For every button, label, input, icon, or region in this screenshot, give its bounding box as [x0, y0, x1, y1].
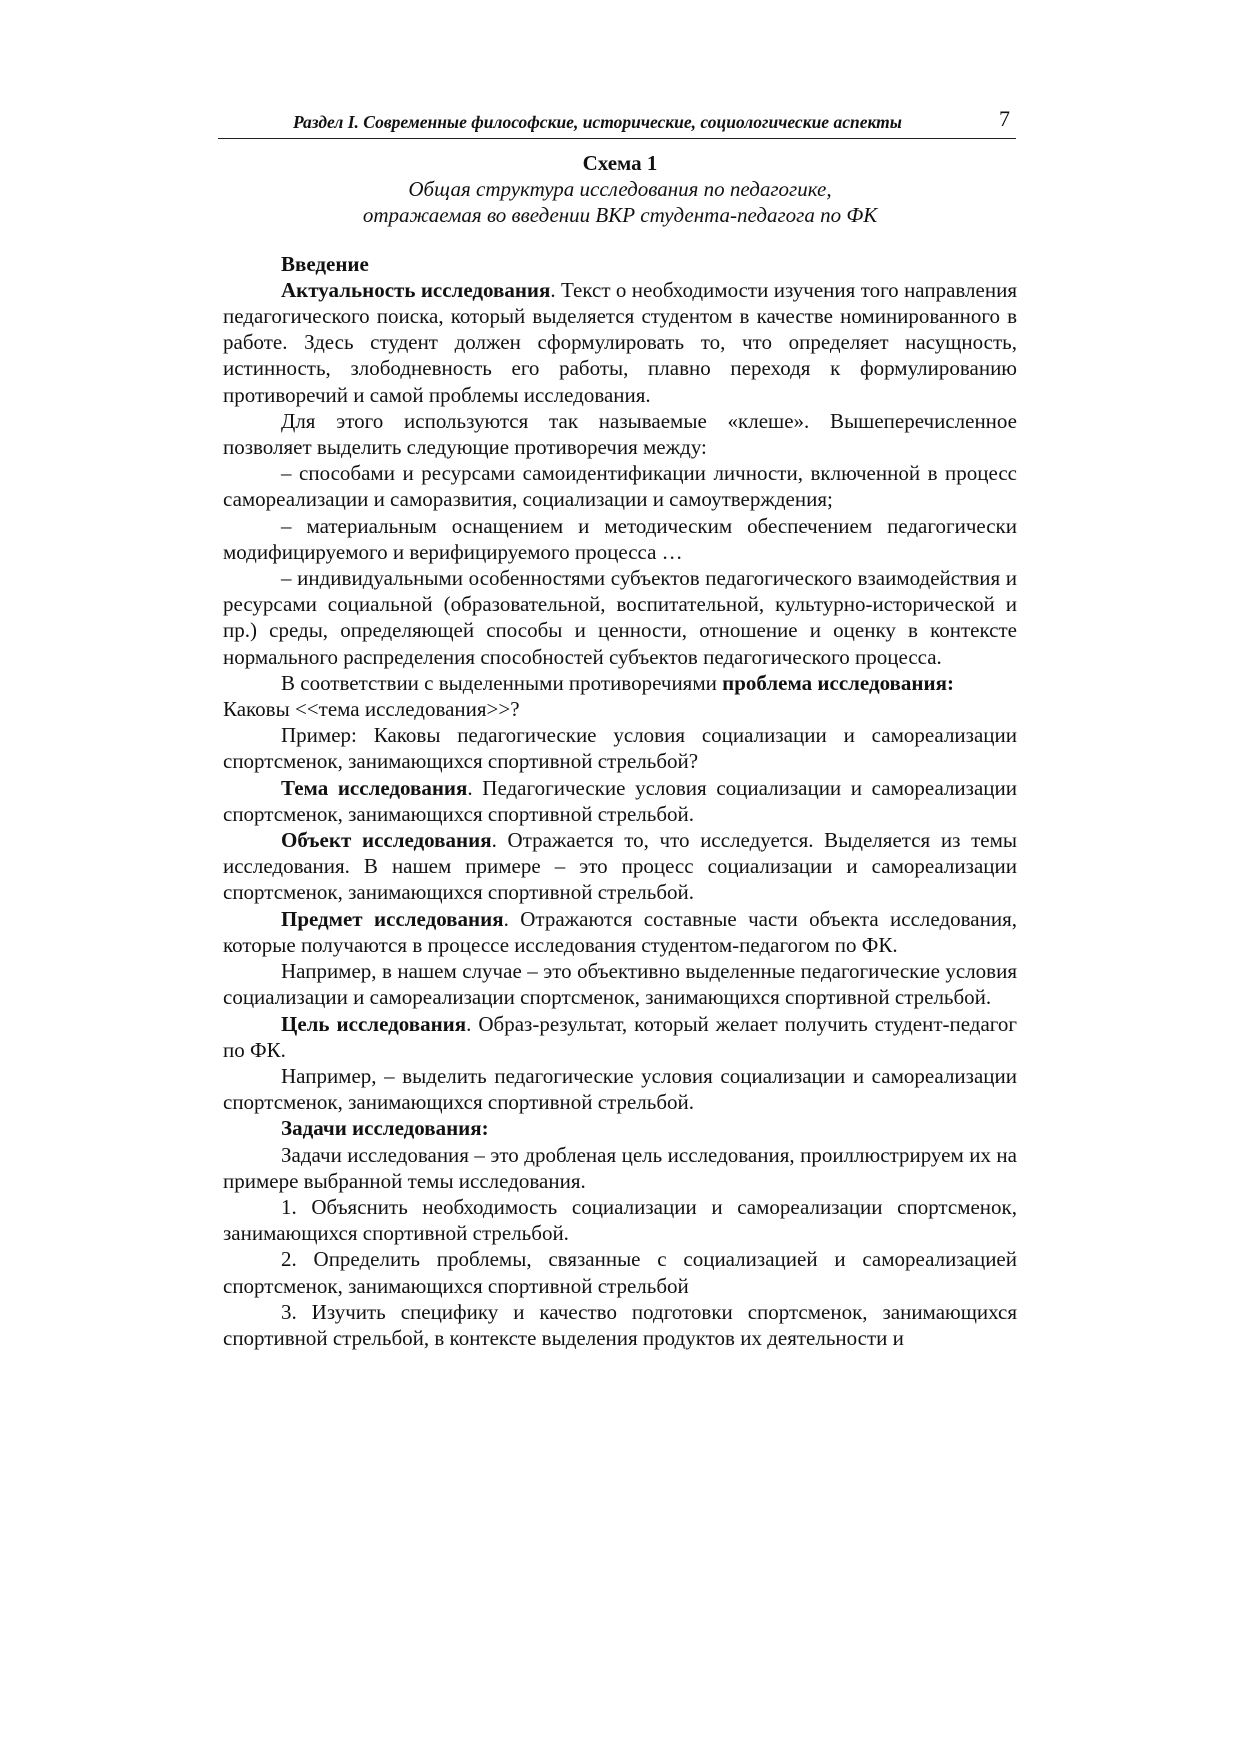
goal-example: Например, – выделить педагогические условия социализации и самореализации спортсменок, занимающихся спортивной стрельбой. [223, 1063, 1017, 1115]
object-label: Объект исследования [281, 828, 492, 853]
scheme-subtitle-line-2: отражаемая во введении ВКР студента-педагога по ФК [362, 203, 878, 228]
problem-example: Пример: Каковы педагогические условия социализации и самореализации спортсменок, занимающихся спортивной стрельбой? [223, 723, 1017, 774]
scheme-subtitle-line-1: Общая структура исследования по педагогике, [408, 177, 832, 202]
tasks-heading: Задачи исследования: [281, 1116, 489, 1141]
goal-label: Цель исследования [281, 1011, 467, 1036]
scheme-title: Схема 1 [582, 151, 658, 175]
running-header-title: Раздел I. Современные философские, исторические, социологические аспекты [293, 112, 902, 132]
object-paragraph: Объект исследования. Отражается то, что исследуется. Выделяется из темы исследования. В нашем примере – это процесс социализации и самореализации спортсменок, занимающихся спортивной стрельбой. [223, 828, 1017, 905]
tasks-intro: Задачи исследования – это дробленая цель исследования, проиллюстрируем их на примере выбранной темы исследования. [223, 1142, 1017, 1193]
problem-text: Каковы <<тема исследования>>? [223, 697, 520, 722]
theme-label: Тема исследования [281, 775, 468, 800]
relevance-paragraph: Актуальность исследования. Текст о необходимости изучения того направления педагогического поиска, который выделяется студентом в качестве номинированного в работе. Здесь студент должен сформулировать то, что определяет насущность, истинность, злободневность его работы, плавно переходя к формулированию противоречий и самой проблемы исследования. [223, 277, 1017, 407]
subject-label: Предмет исследования [281, 906, 504, 931]
problem-paragraph: В соответствии с выделенными противоречиями проблема исследования: [281, 670, 954, 695]
contradiction-item: – материальным оснащением и методическим обеспечением педагогически модифицируемого и верифицируемого процесса … [223, 513, 1017, 564]
theme-paragraph: Тема исследования. Педагогические условия социализации и самореализации спортсменок, занимающихся спортивной стрельбой. [223, 775, 1017, 826]
task-item: 1. Объяснить необходимость социализации и самореализации спортсменок, занимающихся спортивной стрельбой. [223, 1194, 1017, 1246]
running-header [218, 104, 1016, 139]
contradiction-item: – способами и ресурсами самоидентификации личности, включенной в процесс самореализации и саморазвития, социализации и самоутверждения; [223, 461, 1017, 512]
contradiction-item: – индивидуальными особенностями субъектов педагогического взаимодействия и ресурсами социальной (образовательной, воспитательной, культурно-исторической и пр.) среды, определяющей способы и ценности, отношение и оценку в контексте нормального распределения способностей субъектов педагогического процесса. [223, 566, 1017, 669]
contradictions-intro: Для этого используются так называемые «клеше». Вышеперечисленное позволяет выделить следующие противоречия между: [223, 408, 1017, 460]
page-body [223, 150, 1017, 1351]
goal-paragraph: Цель исследования. Образ-результат, который желает получить студент-педагог по ФК. [223, 1011, 1017, 1062]
subject-paragraph: Предмет исследования. Отражаются составные части объекта исследования, которые получаются в процессе исследования студентом-педагогом по ФК. [223, 906, 1017, 957]
problem-label: проблема исследования: [722, 670, 954, 695]
task-item: 2. Определить проблемы, связанные с социализацией и самореализацией спортсменок, занимающихся спортивной стрельбой [223, 1247, 1017, 1298]
intro-heading: Введение [281, 251, 369, 276]
relevance-label: Актуальность исследования [281, 277, 551, 302]
subject-example: Например, в нашем случае – это объективно выделенные педагогические условия социализации и самореализации спортсменок, занимающихся спортивной стрельбой. [223, 959, 1017, 1010]
page-number: 7 [999, 106, 1010, 131]
task-item: 3. Изучить специфику и качество подготовки спортсменок, занимающихся спортивной стрельбой, в контексте выделения продуктов их деятельности и [223, 1299, 1017, 1350]
